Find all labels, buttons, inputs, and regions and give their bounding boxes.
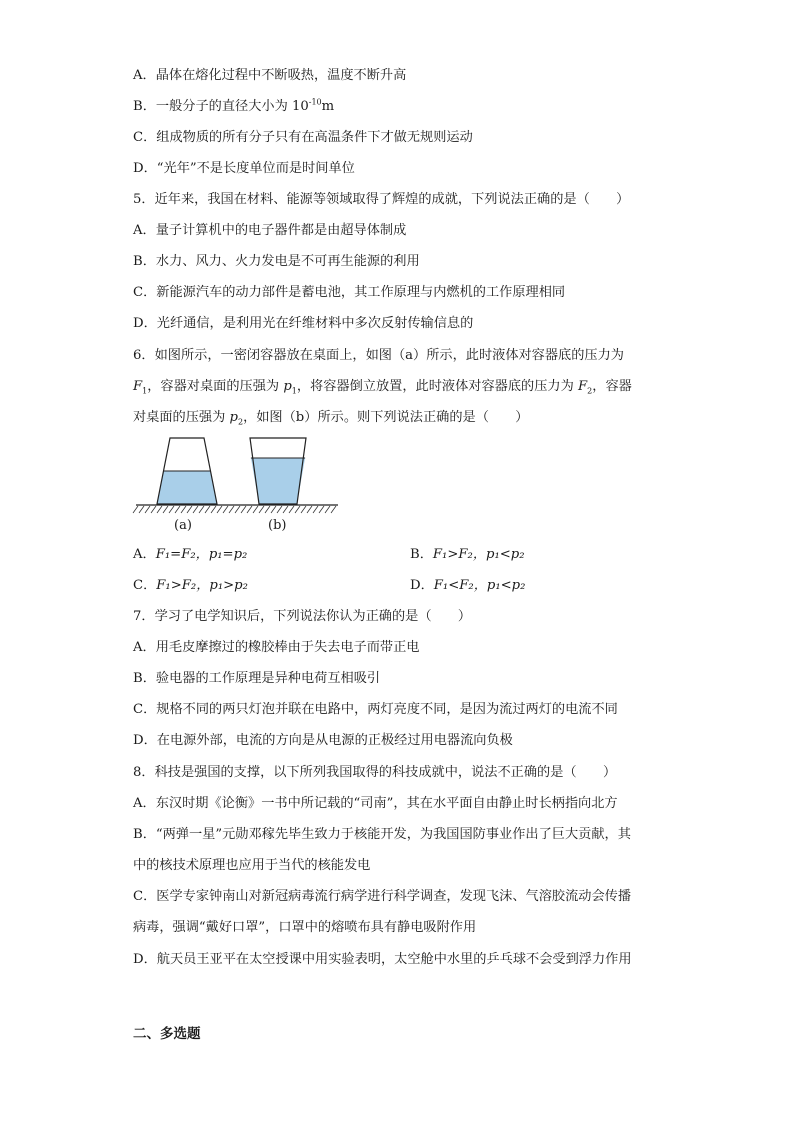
q7-option-c: C．规格不同的两只灯泡并联在电路中，两灯亮度不同，是因为流过两灯的电流不同 [133,702,618,717]
q6-var-sub: 2 [587,386,593,396]
q7-stem: 7．学习了电学知识后，下列说法你认为正确的是（ ） [133,609,472,624]
hatch-line [151,506,156,513]
q6-var-p: p [283,379,292,394]
q6-option-b-label: B． [410,547,433,562]
q6-option-d-text: F₁<F₂，p₁<p₂ [433,578,526,593]
hatch-line [217,506,222,513]
q8-option-c-line2: 病毒，强调“戴好口罩”，口罩中的熔喷布具有静电吸附作用 [133,920,477,935]
q6-stem-line2 [133,378,632,396]
q6-text: ，容器对桌面的压强为 [147,379,284,394]
hatch-line [211,506,216,513]
q6-option-b [410,546,525,564]
hatch-line [289,506,294,513]
q4-option-b-unit: m [321,99,335,114]
hatch-line [133,506,138,513]
hatch-line [253,506,258,513]
q6-text: 对桌面的压强为 [133,410,230,425]
q6-option-a [133,546,247,564]
hatch-line [157,506,162,513]
q6-text: ，容器 [592,379,632,394]
hatch-line [295,506,300,513]
q6-option-c-text: F₁>F₂，p₁>p₂ [156,578,248,593]
hatch-line [241,506,246,513]
hatch-line [265,506,270,513]
q6-var-f: F [578,379,588,394]
hatch-line [319,506,324,513]
hatch-line [145,506,150,513]
hatch-line [205,506,210,513]
q8-option-b-line2: 中的核技术原理也应用于当代的核能发电 [133,858,371,873]
q8-option-d: D．航天员王亚平在太空授课中用实验表明，太空舱中水里的乒乓球不会受到浮力作用 [133,952,632,967]
q7-option-a: A．用毛皮摩擦过的橡胶棒由于失去电子而带正电 [133,640,420,655]
q5-stem: 5．近年来，我国在材料、能源等领域取得了辉煌的成就，下列说法正确的是（ ） [133,192,630,207]
q5-option-c: C．新能源汽车的动力部件是蓄电池，其工作原理与内燃机的工作原理相同 [133,285,566,300]
q8-option-b-line1: B．“两弹一星”元勋邓稼先毕生致力于核能开发，为我国国防事业作出了巨大贡献，其 [133,827,631,842]
q4-option-c: C．组成物质的所有分子只有在高温条件下才做无规则运动 [133,130,473,145]
q4-option-a: A．晶体在熔化过程中不断吸热，温度不断升高 [133,68,407,83]
hatch-line [283,506,288,513]
q4-option-b-exponent: -10 [308,97,322,107]
q6-var-sub: 2 [237,417,244,427]
q6-text: ，如图（b）所示。则下列说法正确的是（ ） [243,410,529,425]
q5-option-a: A．量子计算机中的电子器件都是由超导体制成 [133,223,407,238]
section-heading-multiple-choice: 二、多选题 [133,1026,201,1042]
hatch-line [139,506,144,513]
q4-option-d: D．“光年”不是长度单位而是时间单位 [133,161,355,176]
hatch-line [223,506,228,513]
q6-text: ，将容器倒立放置，此时液体对容器底的压力为 [296,379,579,394]
container-diagram [130,434,345,516]
hatch-line [331,506,336,513]
container-figure [130,434,345,538]
q6-var-f: F [133,379,143,394]
hatch-line [325,506,330,513]
q6-option-c-label: C． [133,578,157,593]
q6-option-d-label: D． [410,578,434,593]
q6-var-sub: 1 [142,386,148,396]
q8-stem: 8．科技是强国的支撑，以下所列我国取得的科技成就中，说法不正确的是（ ） [133,765,617,780]
hatch-line [229,506,234,513]
q8-option-a: A．东汉时期《论衡》一书中所记载的“司南”，其在水平面自由静止时长柄指向北方 [133,796,618,811]
q7-option-d: D．在电源外部，电流的方向是从电源的正极经过用电器流向负极 [133,733,513,748]
hatch-line [271,506,276,513]
hatch-line [163,506,168,513]
container-b-water [251,458,305,504]
hatch-line [169,506,174,513]
q7-option-b: B．验电器的工作原理是异种电荷互相吸引 [133,671,381,686]
hatch-line [199,506,204,513]
hatch-line [307,506,312,513]
hatch-line [301,506,306,513]
table-hatching [133,506,336,513]
hatch-line [259,506,264,513]
q5-option-b: B．水力、风力、火力发电是不可再生能源的利用 [133,254,420,269]
q4-option-b [133,98,334,116]
q6-option-a-text: F₁=F₂，p₁=p₂ [155,547,248,562]
hatch-line [247,506,252,513]
hatch-line [235,506,240,513]
hatch-line [187,506,192,513]
hatch-line [313,506,318,513]
q6-var-sub: 1 [291,386,297,396]
q6-option-d [410,577,525,595]
q6-stem-line1: 6．如图所示，一密闭容器放在桌面上，如图（a）所示，此时液体对容器底的压力为 [133,348,624,363]
q8-option-c-line1: C．医学专家钟南山对新冠病毒流行病学进行科学调查，发现飞沫、气溶胶流动会传播 [133,889,632,904]
q4-option-b-text: B．一般分子的直径大小为 10 [133,99,309,114]
container-a-water [157,471,217,504]
hatch-line [277,506,282,513]
q6-var-p: p [229,410,238,425]
figure-label-b: (b) [268,518,287,533]
q6-option-b-text: F₁>F₂，p₁<p₂ [432,547,525,562]
q6-option-c [133,577,248,595]
q5-option-d: D．光纤通信，是利用光在纤维材料中多次反射传输信息的 [133,316,474,331]
q6-stem-line3 [133,409,528,427]
figure-label-a: (a) [174,518,192,533]
hatch-line [175,506,180,513]
hatch-line [181,506,186,513]
q6-option-a-label: A． [133,547,156,562]
hatch-line [193,506,198,513]
